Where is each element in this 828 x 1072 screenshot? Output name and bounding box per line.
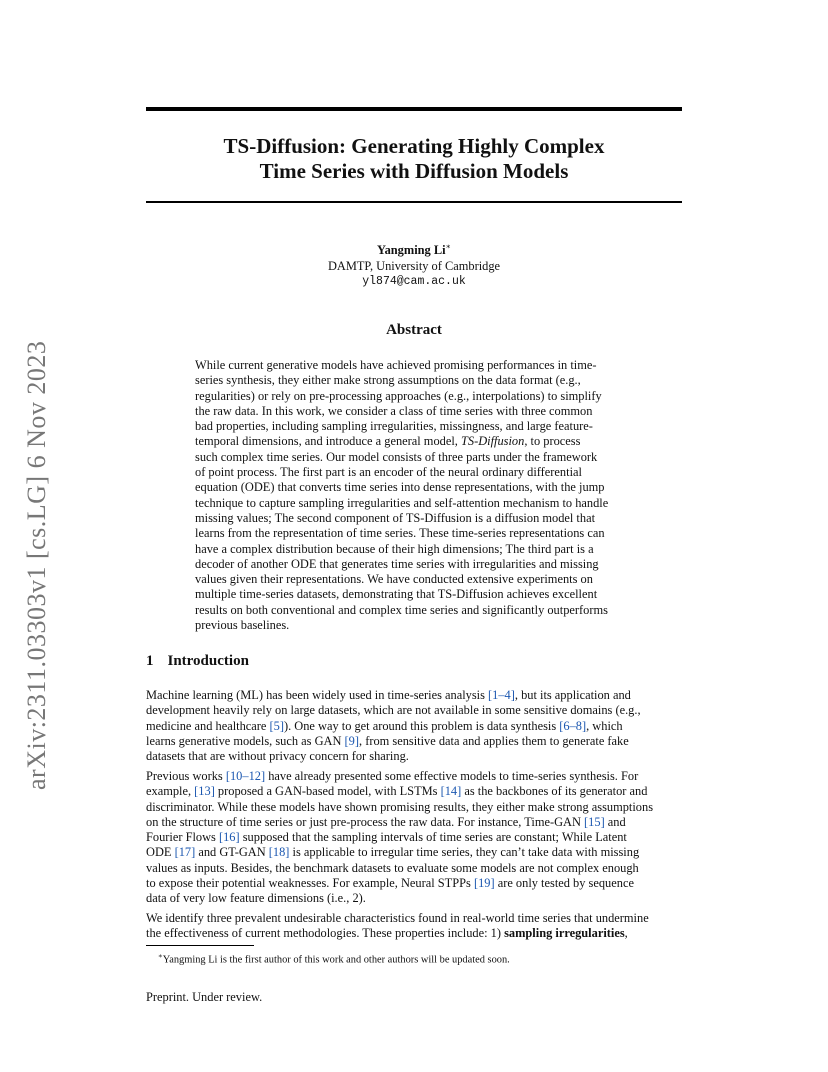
citation-link[interactable]: [18] (268, 845, 290, 860)
text-line: data of very low feature dimensions (i.e., 2). (146, 891, 366, 906)
arxiv-stamp: arXiv:2311.03303v1 [cs.LG] 6 Nov 2023 (22, 340, 51, 790)
text-line: We identify three prevalent undesirable characteristics found in real-world time series that undermine (146, 911, 649, 925)
text-line: the raw data. In this work, we consider a class of time series with three common (195, 403, 593, 418)
text-line: decoder of another ODE that generates time series with irregularities and missing (195, 556, 599, 571)
citation-link[interactable]: [14] (440, 784, 462, 799)
text-line: datasets that are without privacy concern for sharing. (146, 749, 409, 764)
abstract-heading: Abstract (386, 322, 442, 338)
text-line: the effectiveness of current methodologies. These properties include: 1) sampling irregularities, (146, 926, 628, 941)
italic-text: TS-Diffusion (460, 434, 525, 449)
text-line: to expose their potential weaknesses. For example, Neural STPPs [19] are only tested by sequence (146, 876, 634, 891)
text-line: example, [13] proposed a GAN-based model, with LSTMs [14] as the backbones of its generator and (146, 784, 648, 799)
intro-paragraph-2 (146, 769, 686, 907)
text-line: of point process. The first part is an encoder of the neural ordinary differential (195, 465, 582, 480)
title-bottom-rule (146, 201, 682, 203)
author-name: Yangming Li (377, 243, 446, 258)
abstract-text (195, 358, 633, 633)
text-line: bad properties, including sampling irregularities, missingness, and large feature- (195, 419, 593, 434)
text-line: discriminator. While these models have shown promising results, they either make strong assumptions (146, 799, 654, 814)
text-line: temporal dimensions, and introduce a general model, TS-Diffusion, to process (195, 434, 581, 449)
text-line: ODE [17] and GT-GAN [18] is applicable to irregular time series, they can’t take data with missing (146, 845, 640, 860)
text-line: such complex time series. Our model consists of three parts under the framework (195, 449, 598, 464)
text-line: equation (ODE) that converts time series into dense representations, with the jump (195, 480, 605, 495)
text-line: Fourier Flows [16] supposed that the sampling intervals of time series are constant; While Latent (146, 830, 627, 845)
title-line: TS-Diffusion: Generating Highly Complex (223, 134, 605, 158)
text-line: medicine and healthcare [5]). One way to get around this problem is data synthesis [6–8], which (146, 718, 623, 733)
author-block (146, 239, 682, 290)
intro-paragraph-1 (146, 688, 686, 764)
citation-link[interactable]: [17] (174, 845, 196, 860)
citation-link[interactable]: [9] (344, 733, 359, 748)
footnote-text: Yangming Li is the first author of this work and other authors will be updated soon. (162, 954, 510, 966)
text-line: multiple time-series datasets, demonstrating that TS-Diffusion achieves excellent (195, 587, 598, 602)
footnote-mark: ∗ (158, 952, 163, 960)
text-line: previous baselines. (195, 618, 290, 633)
text-line: series synthesis, they either make strong assumptions on the data format (e.g., (195, 373, 581, 388)
text-line: While current generative models have achieved promising performances in time- (195, 358, 597, 372)
text-line: on the structure of time series or just pre-process the raw data. For instance, Time-GAN [15] and (146, 814, 626, 829)
text-line: missing values; The second component of TS-Diffusion is a diffusion model that (195, 510, 596, 525)
author-email: yl874@cam.ac.uk (362, 275, 466, 289)
text-line: technique to capture sampling irregularities and self-attention mechanism to handle (195, 495, 609, 510)
citation-link[interactable]: [10–12] (225, 769, 266, 783)
citation-link[interactable]: [6–8] (559, 718, 587, 733)
intro-paragraph-3 (146, 911, 686, 942)
title-line: Time Series with Diffusion Models (259, 159, 569, 183)
section-title: Introduction (167, 653, 249, 669)
text-line: development heavily rely on large datasets, which are not available in some sensitive domains (e.g., (146, 703, 641, 718)
preprint-footer: Preprint. Under review. (146, 990, 263, 1004)
paper-title (146, 134, 682, 184)
citation-link[interactable]: [16] (218, 830, 240, 845)
title-top-rule (146, 107, 682, 111)
citation-link[interactable]: [13] (194, 784, 215, 799)
text-line: Machine learning (ML) has been widely used in time-series analysis [1–4], but its application and (146, 688, 631, 702)
text-line: learns generative models, such as GAN [9], from sensitive data and applies them to generate fake (146, 733, 629, 748)
author-affiliation: DAMTP, University of Cambridge (327, 259, 501, 274)
text-line: have a complex distribution because of their high dimensions; The third part is a (195, 541, 594, 556)
bold-text: sampling irregularities (504, 926, 625, 941)
section-number: 1 (146, 653, 154, 669)
author-footnote-mark: ∗ (445, 242, 451, 251)
citation-link[interactable]: [19] (473, 876, 495, 891)
text-line: regularities) or rely on pre-processing approaches (e.g., interpolations) to simplify (195, 388, 602, 403)
section-heading (146, 653, 249, 670)
text-line: Previous works [10–12] have already presented some effective models to time-series synthesis. For (146, 769, 639, 783)
text-line: values as inputs. Besides, the benchmark datasets to evaluate some models are not complex enough (146, 860, 639, 875)
text-line: learns from the representation of time series. These time-series representations can (195, 526, 605, 541)
citation-link[interactable]: [15] (584, 814, 605, 829)
citation-link[interactable]: [5] (269, 718, 284, 733)
text-line: values given their representations. We have conducted extensive experiments on (195, 572, 593, 587)
citation-link[interactable]: [1–4] (488, 688, 515, 702)
footnote (158, 950, 510, 966)
footnote-rule (146, 945, 254, 946)
text-line: results on both conventional and complex time series and significantly outperforms (195, 602, 608, 617)
